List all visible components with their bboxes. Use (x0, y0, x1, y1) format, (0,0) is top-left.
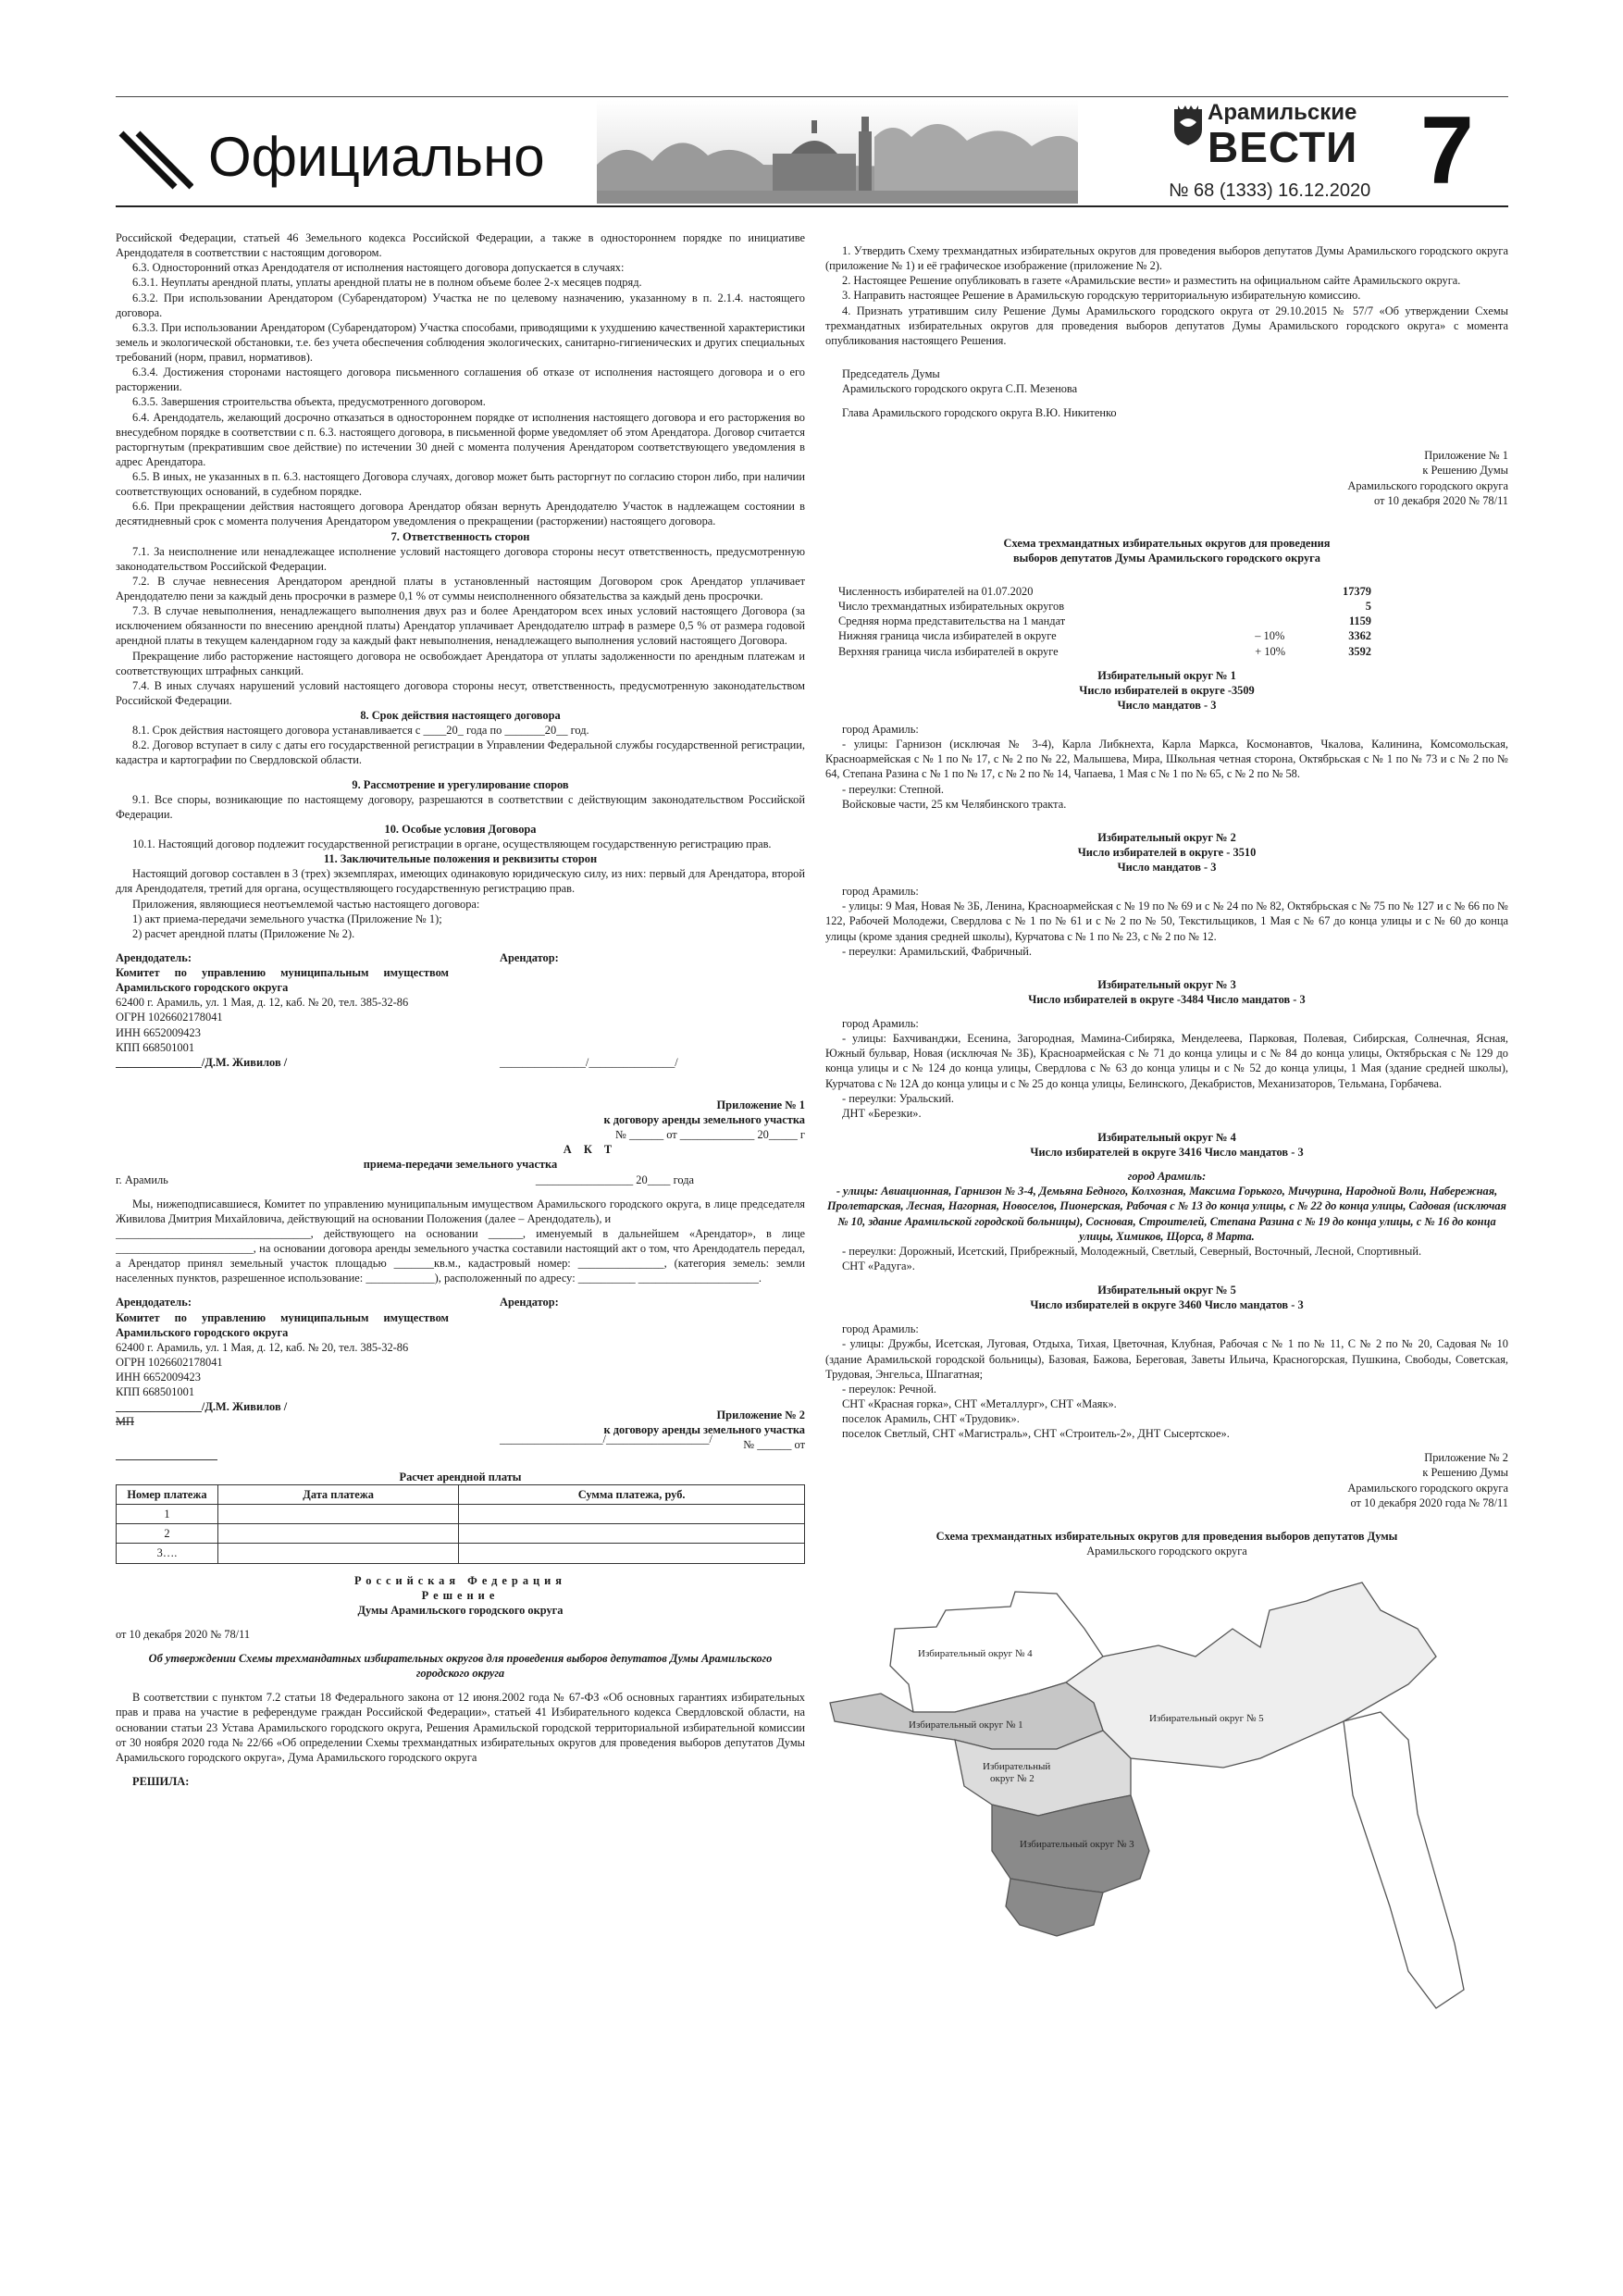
district-streets: - улицы: Дружбы, Исетская, Луговая, Отдыха, Тихая, Цветочная, Клубная, Рабочая с № 1 по № 11, С № 2 по № 20, Садовая № 10 (здание Арамильской городской больницы), Базовая, Бажова, Береговая, Заветы Ильича, Красногорская, Пушкина, Свободы, Советская, Трудовая, Энгельса, Шпагатная; (825, 1337, 1508, 1381)
paragraph: 4. Признать утратившим силу Решение Думы Арамильского городского округа от 29.10.2015 № 57/7 «Об утверждении Схемы трехмандатных избирательных округов для проведения выборов депутатов Думы Арамильского городского округа» с момента опубликования настоящего Решения. (825, 304, 1508, 347)
map-title: Арамильского городского округа (1086, 1544, 1247, 1558)
district-5-extension (1344, 1712, 1464, 2008)
lessor-ogrn: ОГРН 1026602178041 (116, 1011, 223, 1024)
newspaper-logo: ВЕСТИ (1208, 123, 1358, 171)
paragraph: 7.2. В случае невнесения Арендатором арендной платы в установленный настоящим Договором срок Арендатор уплачивает Арендодателю пени за каждый день просрочки в размере 0,1 % от суммы неисполненного обязательства за каждый день просрочки. (116, 574, 805, 602)
paragraph: 2) расчет арендной платы (Приложение № 2). (132, 926, 355, 940)
district-voters: Число избирателей в округе 3460 Число мандатов - 3 (1030, 1298, 1304, 1312)
stats-value: 3592 (1348, 644, 1371, 658)
column-header: Дата платежа (218, 1485, 459, 1505)
stats-value: 5 (1365, 600, 1371, 614)
lessor-label: Арендодатель: (116, 1296, 192, 1309)
district-extra: СНТ «Красная горка», СНТ «Металлург», СНТ «Маяк». (842, 1396, 1117, 1410)
district-city: город Арамиль: (842, 1322, 919, 1336)
act-city: г. Арамиль (116, 1173, 168, 1186)
district-city: город Арамиль: (842, 1017, 919, 1030)
appendix-number: № ______ от _____________ 20_____ г (615, 1128, 805, 1142)
paragraph: 6.3.1. Неуплаты арендной платы, уплаты арендной платы не в полном объеме более 2-х месяцев подряд. (132, 276, 642, 290)
stats-row (836, 614, 1373, 628)
signature-line: Глава Арамильского городского округа В.Ю. Никитенко (842, 406, 1117, 420)
lessor-kpp: КПП 668501001 (116, 1385, 195, 1399)
paragraph: 9.1. Все споры, возникающие по настоящему договору, разрешаются в соответствии с действующим законодательством Российской Федерации. (116, 792, 805, 821)
paragraph: 7.3. В случае невыполнения, ненадлежащего выполнения двух раз и более Арендатором всех иных условий настоящего Договора (за исключением обязанности по внесению арендной платы) Арендатор уплачивает Арендодателю штраф в размере 0,5 % от размера годовой арендной платы в текущем календарном году за каждый факт невыполнения, ненадлежащего выполнения условий настоящего Договора. (116, 604, 805, 648)
lessee-signature: _______________/_______________/ (500, 1055, 678, 1069)
map-label-district-4: Избирательный округ № 4 (918, 1648, 1033, 1659)
paragraph: 8.1. Срок действия настоящего договора устанавливается с ____20_ года по _______20__ год. (132, 724, 589, 738)
stats-label: Численность избирателей на 01.07.2020 (838, 585, 1034, 598)
appendix-line: Приложение № 2 (1424, 1451, 1508, 1465)
lessee-label: Арендатор: (500, 1296, 559, 1309)
district-heading: Избирательный округ № 1 (1097, 668, 1236, 682)
decision-title: Об утверждении Схемы трехмандатных избирательных округов для проведения выборов депутатов Думы Арамильского городского округа (148, 1652, 773, 1681)
section-heading: 9. Рассмотрение и урегулирование споров (352, 777, 569, 791)
stats-label: Нижняя граница числа избирателей в округе (838, 629, 1057, 643)
district-extra: ДНТ «Березки». (842, 1106, 922, 1120)
town-panorama-image (597, 100, 1078, 204)
district-lanes: - переулки: Дорожный, Исетский, Прибрежный, Молодежный, Светлый, Северный, Восточный, Лесной, Спортивный. (842, 1244, 1422, 1258)
appendix-subtitle: к договору аренды земельного участка (603, 1422, 805, 1436)
lessor-ogrn: ОГРН 1026602178041 (116, 1355, 223, 1369)
stats-value: 3362 (1348, 629, 1371, 643)
district-lanes: - переулки: Арамильский, Фабричный. (842, 944, 1033, 958)
district-city: город Арамиль: (842, 723, 919, 736)
district-voters: Число избирателей в округе -3509 (1079, 683, 1255, 697)
lessor-address: 62400 г. Арамиль, ул. 1 Мая, д. 12, каб. № 20, тел. 385-32-86 (116, 996, 409, 1010)
resolved-label: РЕШИЛА: (132, 1774, 190, 1788)
column-header: Сумма платежа, руб. (459, 1485, 805, 1505)
stats-label: Средняя норма представительства на 1 мандат (838, 614, 1066, 628)
appendix-line: к Решению Думы (1422, 464, 1508, 478)
district-city: город Арамиль: (1127, 1170, 1207, 1184)
map-label-district-2: Избирательный (983, 1761, 1051, 1772)
decision-date: от 10 декабря 2020 № 78/11 (116, 1627, 251, 1641)
paragraph: 6.5. В иных, не указанных в п. 6.3. настоящего Договора случаях, договор может быть расторгнут по согласию сторон либо, при наличии соответствующих оснований, в судебном порядке. (116, 470, 805, 499)
duma-heading: Думы Арамильского городского округа (357, 1603, 564, 1617)
section-heading: 8. Срок действия настоящего договора (360, 709, 561, 722)
map-title: Схема трехмандатных избирательных округов для проведения выборов депутатов Думы (935, 1529, 1398, 1543)
stats-label: Верхняя граница числа избирателей в округе (838, 644, 1059, 658)
decision-heading: Решение (421, 1588, 500, 1602)
paragraph: В соответствии с пунктом 7.2 статьи 18 Федерального закона от 12 июня.2002 года № 67-ФЗ «Об основных гарантиях избирательных прав и права на участие в референдуме граждан Российской Федерации», статьей 41 Избирательного кодекса Свердловской области, на основании статьи 23 Устава Арамильского городского округа, Решения Арамильской городской территориальной избирательной комиссии от 30 ноября 2020 года № 22/66 «Об определении Схемы трехмандатных избирательных округов для проведения выборов депутатов Думы Арамильского городского округа», Дума Арамильского городского округа (116, 1691, 805, 1764)
appendix-line: от 10 декабря 2020 года № 78/11 (1350, 1496, 1508, 1509)
payment-table (116, 1484, 805, 1564)
appendix-line: Приложение № 1 (1424, 449, 1508, 463)
header-bottom-rule (116, 205, 1508, 207)
paragraph: 6.4. Арендодатель, желающий досрочно отказаться в одностороннем порядке от исполнения настоящего договора и его расторжения во внесудебном порядке в соответствии с п. 6.3. настоящего договора, в письменной форме уведомляет об этом Арендатора. Договор считается расторгнутым (прекратившим свое действие) по истечении 30 дней с момента получения Арендатором соответствующего уведомления в адрес Арендатора. (116, 410, 805, 468)
newspaper-logo-small: Арамильские (1208, 100, 1357, 125)
section-slash-icon (118, 128, 193, 192)
paragraph: 2. Настоящее Решение опубликовать в газете «Арамильские вести» и разместить на официальном сайте Арамильского округа. (842, 274, 1461, 288)
paragraph: 1. Утвердить Схему трехмандатных избирательных округов для проведения выборов депутатов Думы Арамильского городского округа (приложение № 1) и её графическое изображение (приложение № 2). (825, 244, 1508, 273)
section-title: Официально (208, 126, 545, 188)
signature-line: Председатель Думы (842, 366, 940, 380)
district-extra: поселок Светлый, СНТ «Магистраль», СНТ «Строитель-2», ДНТ Сысертское». (842, 1427, 1230, 1441)
table-row (117, 1524, 805, 1544)
paragraph: Настоящий договор составлен в 3 (трех) экземплярах, имеющих одинаковую юридическую силу, из них: первый для Арендатора, второй для Арендодателя, третий для органа, осуществляющего государственную регистрацию прав. (116, 867, 805, 896)
map-label-district-5: Избирательный округ № 5 (1149, 1713, 1264, 1724)
section-heading: 7. Ответственность сторон (390, 529, 530, 543)
stats-row: Нижняя граница числа избирателей в округе – 10% 3362 (838, 629, 1371, 643)
lessor-kpp: КПП 668501001 (116, 1040, 195, 1054)
appendix-line: к Решению Думы (1422, 1466, 1508, 1480)
district-lanes: - переулки: Уральский. (842, 1091, 954, 1105)
paragraph: Мы, нижеподписавшиеся, Комитет по управлению муниципальным имуществом Арамильского городского округа, в лице председателя Живилова Дмитрия Михайловича, действующий на основании Положения (далее – Арендодатель), и (116, 1197, 805, 1225)
lessor-name: Комитет по управлению муниципальным имуществом Арамильского городского округа (116, 1310, 449, 1339)
paragraph: 1) акт приема-передачи земельного участка (Приложение № 1); (132, 912, 442, 925)
header-top-rule (116, 96, 1508, 97)
paragraph: 6.3.3. При использовании Арендатором (Субарендатором) Участка способами, приводящими к ухудшению качественной характеристики земель и экологической обстановки, т.е. без учета обеспечения соблюдения экологических, санитарно-гигиенических и других специальных требований (норм, правил, нормативов). (116, 320, 805, 364)
paragraph: 6.3. Односторонний отказ Арендодателя от исполнения настоящего договора допускается в случаях: (132, 261, 625, 275)
appendix-title: Приложение № 2 (716, 1408, 805, 1421)
map-label-district-3: Избирательный округ № 3 (1020, 1839, 1134, 1850)
paragraph: 6.6. При прекращении действия настоящего договора Арендатор обязан вернуть Арендодателю Участок в надлежащем состоянии в десятидневный срок с момента получения Арендатором уведомления о прекращении (расторжении) настоящего договора. (116, 500, 805, 528)
lessor-name: Комитет по управлению муниципальным имуществом Арамильского городского округа (116, 966, 449, 995)
stats-label: Число трехмандатных избирательных округов (838, 600, 1065, 614)
district-streets: - улицы: Авиационная, Гарнизон № 3-4, Демьяна Бедного, Колхозная, Максима Горького, Мичурина, Народной Воли, Набережная, Пролетарская, Лесная, Нагорная, Новоселов, Пионерская, Рабочая с № 13 до конца улицы, с № 22 до конца улицы, Садовая (исключая № 10, здание Арамильской городской больницы), Сосновая, Строителей, Степана Разина с № 19 до конца улицы, с № 16 до конца улицы, Химиков, Щорса, 8 Марта. (827, 1185, 1506, 1243)
right-column (825, 243, 1508, 2242)
district-extra: поселок Арамиль, СНТ «Трудовик». (842, 1412, 1020, 1425)
paragraph: Приложения, являющиеся неотъемлемой частью настоящего договора: (132, 897, 480, 911)
district-mandates: Число мандатов - 3 (1117, 698, 1217, 712)
lessor-signature: _______________/Д.М. Живилов / (116, 1400, 288, 1414)
map-label-district-2-line2: округ № 2 (990, 1773, 1035, 1784)
stats-row (836, 599, 1373, 614)
stats-value: 17379 (1343, 585, 1371, 598)
signature-line: Арамильского городского округа С.П. Мезенова (842, 382, 1078, 395)
district-streets: - улицы: Бахчиванджи, Есенина, Загородная, Мамина-Сибиряка, Менделеева, Парковая, Полевая, Сибирская, Солнечная, Ясная, Южный бульвар, Новая (исключая № 3Б), Красноармейская с № 71 до конца улицы и с № 84 до конца улицы, Октябрьская с № 129 до конца улицы и с № 124 до конца улицы, Свердлова с № 63 до конца улицы и с № 52 до конца улицы, 1 Мая (здание средней школы), Курчатова с № 12А до конца улицы и с № 25 до конца улицы, Белинского, Декабристов, Механизаторов, Тельмана, Горбачева. (825, 1032, 1508, 1090)
left-column (116, 230, 805, 2239)
table-row (117, 1505, 805, 1524)
country-heading: Российская Федерация (354, 1573, 566, 1587)
paragraph: 7.4. В иных случаях нарушений условий настоящего договора стороны несут, ответственность, предусмотренную законодательством Российской Федерации. (116, 678, 805, 707)
seal-mark: МП (116, 1415, 134, 1429)
column-header: Номер платежа (117, 1485, 218, 1505)
stats-value: 1159 (1348, 614, 1371, 628)
district-voters: Число избирателей в округе -3484 Число мандатов - 3 (1028, 992, 1306, 1006)
map-label-district-1: Избирательный округ № 1 (909, 1719, 1023, 1731)
lessor-inn: ИНН 6652009423 (116, 1371, 201, 1384)
appendix-number: № ______ от (743, 1437, 805, 1451)
paragraph: Российской Федерации, статьей 46 Земельного кодекса Российской Федерации, а также в одностороннем порядке по инициативе Арендодателя в соответствии с настоящим договором. (116, 231, 805, 260)
section-heading: 11. Заключительные положения и реквизиты сторон (323, 852, 598, 866)
page-header (116, 96, 1508, 209)
district-lanes: - переулок: Речной. (842, 1382, 937, 1396)
district-mandates: Число мандатов - 3 (1117, 861, 1217, 874)
lessee-signature: __________________/__________________/ (500, 1433, 712, 1446)
district-streets: - улицы: 9 Мая, Новая № 3Б, Ленина, Красноармейская с № 19 по № 69 и с № 24 по № 82, Октябрьская с № 75 по № 127 и с № 66 по № 122, Рабочей Молодежи, Свердлова с № 1 по № 61 и с № 2 по № 50, Текстильщиков, 1 Мая с № 67 до конца улицы и с № 60 до конца улицы (кроме здания средней школы), Курчатова с № 1 по № 23, с № 2 по № 12. (825, 900, 1508, 943)
paragraph: 6.3.4. Достижения сторонами настоящего договора письменного соглашения об отказе от исполнения настоящего договора и о его расторжении. (116, 366, 805, 394)
act-date: _________________ 20____ года (535, 1173, 694, 1186)
act-place-date (116, 1173, 805, 1187)
district-heading: Избирательный округ № 4 (1097, 1130, 1236, 1144)
section-heading: 10. Особые условия Договора (384, 822, 537, 836)
appendix-line: Арамильского городского округа (1347, 478, 1508, 492)
appendix-title: Приложение № 1 (716, 1098, 805, 1111)
paragraph: 7.1. За неисполнение или ненадлежащее исполнение условий настоящего договора стороны несут ответственность, предусмотренную законодательством Российской Федерации. (116, 544, 805, 573)
lessor-signature: _______________/Д.М. Живилов / (116, 1055, 288, 1069)
district-extra: Войсковые части, 25 км Челябинского тракта. (842, 797, 1067, 811)
district-heading: Избирательный округ № 5 (1097, 1284, 1236, 1297)
district-heading: Избирательный округ № 3 (1097, 977, 1236, 991)
paragraph: Прекращение либо расторжение настоящего договора не освобождает Арендатора от уплаты задолженности по арендным платежам и соответствующих штрафных санкций. (116, 649, 805, 677)
town-emblem-icon (1172, 104, 1204, 146)
district-streets: - улицы: Гарнизон (исключая № 3-4), Карла Либкнехта, Карла Маркса, Космонавтов, Чкалова, Калинина, Комсомольская, Красноармейская с № 1 по № 17, с № 2 по № 22, Малышева, Мира, Школьная четная сторона, Октябрьская с № 1 по № 73 и с № 2 по № 64, Степана Разина с № 1 по № 17, с № 2 по № 14, Чапаева, 1 Мая с № 1 по № 65, с № 2 по № 58. (825, 738, 1508, 781)
paragraph: 6.3.5. Завершения строительства объекта, предусмотренного договором. (132, 395, 486, 409)
act-subtitle: приема-передачи земельного участка (363, 1158, 558, 1172)
stats-row (836, 584, 1373, 599)
appendix-line: Арамильского городского округа (1347, 1481, 1508, 1495)
paragraph: 8.2. Договор вступает в силу с даты его государственной регистрации в Управлении Федеральной службы государственной регистрации, кадастра и картографии по Свердловской области. (116, 738, 805, 767)
table-header-row (117, 1485, 805, 1505)
paragraph: 3. Направить настоящее Решение в Арамильскую городскую территориальную избирательную комиссию. (842, 289, 1361, 303)
lessor-inn: ИНН 6652009423 (116, 1025, 201, 1039)
parties-block (116, 950, 805, 1070)
paragraph: 6.3.2. При использовании Арендатором (Субарендатором) Участка не по целевому назначению, указанному в п. 2.1.4. настоящего договора. (116, 291, 805, 319)
act-title: А К Т (563, 1143, 617, 1157)
scheme-title: Схема трехмандатных избирательных округов для проведения (1003, 536, 1331, 550)
issue-number: № 68 (1333) 16.12.2020 (1169, 180, 1371, 201)
calc-title: Расчет арендной платы (399, 1470, 522, 1483)
district-heading: Избирательный округ № 2 (1097, 830, 1236, 844)
stats-row: Верхняя граница числа избирателей в округе + 10% 3592 (838, 644, 1371, 658)
district-city: город Арамиль: (842, 885, 919, 899)
table-row (117, 1544, 805, 1563)
table-cell: 2 (117, 1524, 218, 1544)
scheme-title: выборов депутатов Думы Арамильского городского округа (1012, 551, 1320, 565)
districts-map (825, 1573, 1508, 2036)
district-voters: Число избирателей в округе 3416 Число мандатов - 3 (1030, 1146, 1304, 1159)
page-number: 7 (1420, 97, 1474, 205)
table-cell: 3…. (117, 1544, 218, 1563)
district-extra: СНТ «Радуга». (842, 1259, 915, 1272)
table-cell: 1 (117, 1505, 218, 1524)
lessor-label: Арендодатель: (116, 950, 192, 964)
paragraph: __________________________________, действующего на основании ______, именуемый в дальнейшем «Арендатор», в лице ________________________, на основании договора аренды земельного участка составили настоящий акт о том, что Арендодатель передал, а Арендатор принял земельный участок площадью _______кв.м., кадастровый номер: _______________, (категория земель: земли населенных пунктов, разрешенное использование: ____________), расположенный по адресу: __________ _____________________. (116, 1226, 805, 1285)
lessor-address: 62400 г. Арамиль, ул. 1 Мая, д. 12, каб. № 20, тел. 385-32-86 (116, 1340, 409, 1354)
district-lanes: - переулки: Степной. (842, 782, 944, 796)
appendix-line: от 10 декабря 2020 № 78/11 (1373, 493, 1508, 507)
voter-stats-table (836, 584, 1373, 659)
lessee-label: Арендатор: (500, 950, 559, 964)
appendix-subtitle: к договору аренды земельного участка (603, 1113, 805, 1126)
paragraph: 10.1. Настоящий договор подлежит государственной регистрации в органе, осуществляющем государственную регистрацию прав. (132, 838, 772, 850)
district-voters: Число избирателей в округе - 3510 (1077, 845, 1257, 859)
